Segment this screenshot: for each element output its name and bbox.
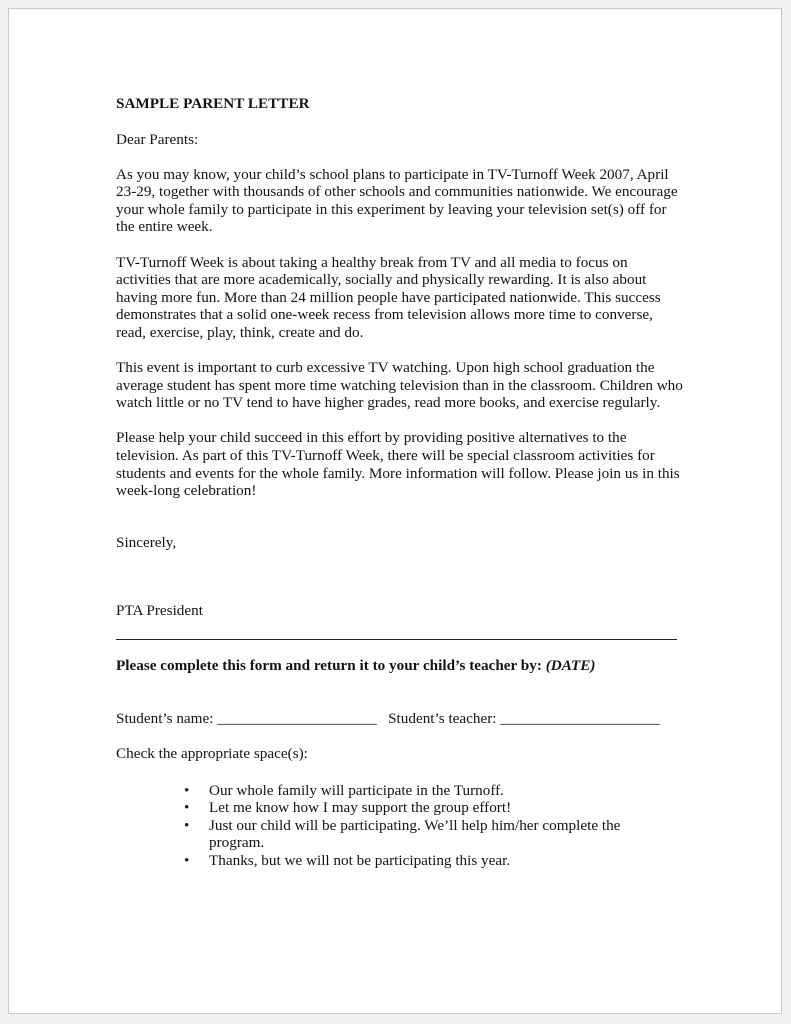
form-heading: [116, 657, 686, 675]
letter-paragraph-3: This event is important to curb excessive TV watching. Upon high school graduation the average student has spent more time watching television than in the classroom. Children who watch little or no TV tend to have higher grades, read more books, and exercise regularly.: [116, 359, 683, 412]
form-divider: [116, 639, 677, 640]
option-item[interactable]: [184, 817, 649, 852]
letter-paragraph-4: Please help your child succeed in this effort by providing positive alternatives to the television. As part of this TV-Turnoff Week, there will be special classroom activities for students and events for the whole family. More information will follow. Please join us in this week-long celebration!: [116, 429, 680, 500]
letter-signer: PTA President: [116, 602, 203, 620]
form-date-placeholder: (DATE): [545, 656, 596, 674]
option-label: Let me know how I may support the group effort!: [209, 799, 512, 817]
student-name-label: Student’s name:: [116, 710, 214, 728]
bullet-icon: •: [184, 781, 190, 799]
option-item[interactable]: [184, 782, 649, 800]
option-label: Thanks, but we will not be participating this year.: [209, 852, 511, 870]
option-label: Just our child will be participating. We’ll help him/her complete the program.: [209, 816, 621, 852]
bullet-icon: •: [184, 816, 190, 834]
student-teacher-label: Student’s teacher:: [388, 710, 497, 728]
document-page: [8, 8, 782, 1014]
student-fields-line: [116, 710, 686, 728]
check-instruction: Check the appropriate space(s):: [116, 745, 308, 763]
letter-title: SAMPLE PARENT LETTER: [116, 95, 310, 112]
student-name-field[interactable]: _____________________: [217, 710, 377, 728]
student-teacher-field[interactable]: _____________________: [500, 710, 660, 728]
form-heading-text: Please complete this form and return it to your child’s teacher by:: [116, 656, 542, 674]
letter-body: [116, 95, 686, 870]
option-item[interactable]: [184, 852, 649, 870]
bullet-icon: •: [184, 799, 190, 817]
letter-paragraph-2: TV-Turnoff Week is about taking a healthy break from TV and all media to focus on activities that are more academically, socially and physically rewarding. It is also about having more fun. More than 24 million people have participated nationwide. This success demonstrates that a solid one-week recess from television allows more time to converse, read, exercise, play, think, create and do.: [116, 253, 661, 341]
letter-paragraph-1: As you may know, your child’s school plans to participate in TV-Turnoff Week 2007, April 23-29, together with thousands of other schools and communities nationwide. We encourage your whole family to participate in this experiment by leaving your television set(s) off for the entire week.: [116, 165, 678, 236]
letter-greeting: Dear Parents:: [116, 130, 199, 148]
bullet-icon: •: [184, 852, 190, 870]
option-item[interactable]: [184, 799, 649, 817]
option-label: Our whole family will participate in the Turnoff.: [209, 781, 504, 799]
letter-closing: Sincerely,: [116, 533, 177, 551]
participation-options: [184, 782, 686, 870]
